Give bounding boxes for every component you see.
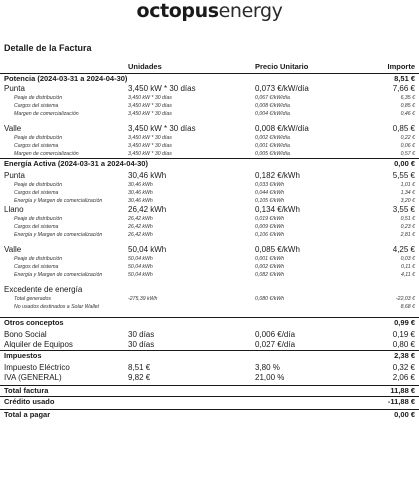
- row-amount: 5,55 €: [392, 171, 415, 180]
- row-unit-price: 0,027 €/día: [255, 340, 296, 349]
- row-units: 3,450 kW * 30 días: [128, 95, 172, 101]
- row-units: 3,450 kW * 30 días: [128, 135, 172, 141]
- row-label: Total factura: [4, 386, 49, 395]
- row-unit-price: 0,001 €/kWh: [255, 256, 285, 262]
- row-label: Peaje de distribución: [14, 182, 63, 188]
- row-units: -275,39 kWh: [128, 296, 158, 302]
- row-label: Peaje de distribución: [14, 95, 63, 101]
- section-header-row: [0, 73, 419, 84]
- sub-item-row: [0, 150, 419, 158]
- line-item-row: [0, 330, 419, 340]
- row-unit-price: 0,004 €/kW/día: [255, 111, 290, 117]
- row-unit-price: 0,073 €/kW/día: [255, 84, 309, 93]
- row-amount: 0,46 €: [400, 111, 415, 117]
- row-unit-price: 0,006 €/día: [255, 330, 296, 339]
- row-amount: 0,00 €: [394, 159, 415, 168]
- line-item-row: [0, 363, 419, 373]
- row-unit-price: 0,033 €/kWh: [255, 182, 285, 188]
- row-amount: 4,11 €: [400, 272, 415, 278]
- row-label: Potencia (2024-03-31 a 2024-04-30): [4, 74, 128, 83]
- row-units: 3,450 kW * 30 días: [128, 103, 172, 109]
- sub-item-row: [0, 94, 419, 102]
- sub-item-row: [0, 181, 419, 189]
- row-label: Crédito usado: [4, 397, 55, 406]
- sub-item-row: [0, 271, 419, 279]
- line-item-row: [0, 285, 419, 295]
- row-label: Valle: [4, 124, 22, 133]
- row-unit-price: 0,002 €/kWh: [255, 264, 285, 270]
- line-item-row: [0, 245, 419, 255]
- row-label: Llano: [4, 205, 24, 214]
- row-amount: 2,38 €: [394, 351, 415, 360]
- row-label: Bono Social: [4, 330, 47, 339]
- row-amount: 0,80 €: [392, 340, 415, 349]
- section-header-row: [0, 317, 419, 328]
- row-units: 26,42 kWh: [128, 205, 167, 214]
- row-units: 30,46 kWh: [128, 171, 167, 180]
- row-amount: 3,20 €: [400, 198, 415, 204]
- row-amount: 2,81 €: [400, 232, 415, 238]
- row-amount: 1,01 €: [400, 182, 415, 188]
- row-label: Cargos del sistema: [14, 264, 59, 270]
- row-amount: 3,55 €: [392, 205, 415, 214]
- row-unit-price: 0,005 €/kW/día: [255, 151, 290, 157]
- row-units: 3,450 kW * 30 días: [128, 124, 196, 133]
- row-units: 50,04 kWh: [128, 256, 153, 262]
- sub-item-row: [0, 102, 419, 110]
- sub-item-row: [0, 134, 419, 142]
- logo-word-light: energy: [218, 0, 283, 22]
- row-amount: 8,68 €: [400, 304, 415, 310]
- sub-item-row: [0, 223, 419, 231]
- row-unit-price: 0,182 €/kWh: [255, 171, 300, 180]
- row-units: 26,42 kWh: [128, 224, 153, 230]
- row-unit-price: 0,008 €/kW/día: [255, 124, 309, 133]
- sub-item-row: [0, 231, 419, 239]
- column-header-price: Precio Unitario: [255, 62, 309, 71]
- row-label: Impuesto Eléctrico: [4, 363, 70, 372]
- row-label: Margen de comercialización: [14, 111, 79, 117]
- row-unit-price: 0,105 €/kWh: [255, 198, 285, 204]
- row-amount: 0,99 €: [394, 318, 415, 327]
- row-units: 26,42 kWh: [128, 232, 153, 238]
- sub-item-row: [0, 197, 419, 205]
- row-units: 3,450 kW * 30 días: [128, 151, 172, 157]
- row-units: 8,51 €: [128, 363, 151, 372]
- row-label: IVA (GENERAL): [4, 373, 62, 382]
- row-units: 30,46 kWh: [128, 198, 153, 204]
- row-units: 30,46 kWh: [128, 182, 153, 188]
- row-amount: 11,88 €: [390, 386, 415, 395]
- row-amount: 0,06 €: [400, 143, 415, 149]
- row-unit-price: 0,019 €/kWh: [255, 216, 285, 222]
- row-units: 3,450 kW * 30 días: [128, 143, 172, 149]
- line-item-row: [0, 124, 419, 134]
- section-header-row: [0, 396, 419, 407]
- row-label: Energía y Margen de comercialización: [14, 232, 103, 238]
- sub-item-row: [0, 255, 419, 263]
- row-amount: 0,19 €: [392, 330, 415, 339]
- row-units: 9,82 €: [128, 373, 151, 382]
- row-unit-price: 0,085 €/kWh: [255, 245, 300, 254]
- row-amount: 0,57 €: [400, 151, 415, 157]
- column-header-amount: Importe: [387, 62, 415, 71]
- row-label: Energía Activa (2024-03-31 a 2024-04-30): [4, 159, 148, 168]
- sub-item-row: [0, 142, 419, 150]
- row-label: Cargos del sistema: [14, 103, 59, 109]
- section-header-row: [0, 385, 419, 396]
- row-units: 50,04 kWh: [128, 264, 153, 270]
- row-label: Alquiler de Equipos: [4, 340, 73, 349]
- row-label: Peaje de distribución: [14, 135, 63, 141]
- row-unit-price: 0,067 €/kW/día: [255, 95, 290, 101]
- row-label: Margen de comercialización: [14, 151, 79, 157]
- row-units: 26,42 kWh: [128, 216, 153, 222]
- brand-logo: [0, 0, 419, 22]
- row-label: Cargos del sistema: [14, 224, 59, 230]
- sub-item-row: [0, 189, 419, 197]
- sub-item-row: [0, 263, 419, 271]
- row-amount: 0,85 €: [392, 124, 415, 133]
- row-amount: 0,11 €: [400, 264, 415, 270]
- row-units: 3,450 kW * 30 días: [128, 84, 196, 93]
- sub-item-row: [0, 110, 419, 118]
- row-amount: 0,00 €: [394, 410, 415, 419]
- line-item-row: [0, 373, 419, 383]
- line-item-row: [0, 205, 419, 215]
- row-label: Cargos del sistema: [14, 190, 59, 196]
- row-label: Excedente de energía: [4, 285, 83, 294]
- section-header-row: [0, 158, 419, 169]
- column-header-units: Unidades: [128, 62, 162, 71]
- row-unit-price: 21,00 %: [255, 373, 285, 382]
- row-label: Peaje de distribución: [14, 256, 63, 262]
- row-label: Otros conceptos: [4, 318, 64, 327]
- row-units: 50,04 kWh: [128, 272, 153, 278]
- row-amount: -11,88 €: [387, 397, 415, 406]
- row-units: 30,46 kWh: [128, 190, 153, 196]
- row-unit-price: 0,009 €/kWh: [255, 224, 285, 230]
- section-header-row: [0, 350, 419, 361]
- row-amount: 0,23 €: [400, 224, 415, 230]
- row-unit-price: 0,106 €/kWh: [255, 232, 285, 238]
- row-label: Total generados: [14, 296, 52, 302]
- row-label: Peaje de distribución: [14, 216, 63, 222]
- row-unit-price: 3,80 %: [255, 363, 280, 372]
- row-amount: 7,66 €: [392, 84, 415, 93]
- row-amount: 0,03 €: [400, 256, 415, 262]
- row-amount: 4,25 €: [392, 245, 415, 254]
- row-label: Energía y Margen de comercialización: [14, 198, 103, 204]
- row-amount: 8,51 €: [394, 74, 415, 83]
- row-unit-price: 0,080 €/kWh: [255, 296, 285, 302]
- row-label: Energía y Margen de comercialización: [14, 272, 103, 278]
- row-amount: 2,06 €: [392, 373, 415, 382]
- row-amount: 0,22 €: [400, 135, 415, 141]
- logo-word-bold: octopus: [136, 0, 219, 22]
- line-item-row: [0, 84, 419, 94]
- row-label: Punta: [4, 84, 25, 93]
- row-label: Impuestos: [4, 351, 42, 360]
- row-label: Cargos del sistema: [14, 143, 59, 149]
- row-units: 3,450 kW * 30 días: [128, 111, 172, 117]
- row-unit-price: 0,001 €/kW/día: [255, 143, 290, 149]
- row-units: 30 días: [128, 330, 155, 339]
- invoice-table: [0, 73, 419, 420]
- row-label: No usados destinados a Solar Wallet: [14, 304, 99, 310]
- row-amount: 0,85 €: [400, 103, 415, 109]
- row-amount: 0,32 €: [392, 363, 415, 372]
- row-unit-price: 0,044 €/kWh: [255, 190, 285, 196]
- row-amount: 0,51 €: [400, 216, 415, 222]
- row-label: Punta: [4, 171, 25, 180]
- sub-item-row: [0, 295, 419, 303]
- page-title: Detalle de la Factura: [4, 43, 92, 53]
- row-unit-price: 0,002 €/kW/día: [255, 135, 290, 141]
- row-units: 50,04 kWh: [128, 245, 167, 254]
- row-label: Valle: [4, 245, 22, 254]
- sub-item-row: [0, 303, 419, 311]
- section-header-row: [0, 409, 419, 420]
- row-amount: -22,03 €: [395, 296, 415, 302]
- row-unit-price: 0,082 €/kWh: [255, 272, 285, 278]
- row-units: 30 días: [128, 340, 155, 349]
- row-amount: 1,34 €: [400, 190, 415, 196]
- sub-item-row: [0, 215, 419, 223]
- line-item-row: [0, 340, 419, 350]
- row-unit-price: 0,134 €/kWh: [255, 205, 300, 214]
- row-label: Total a pagar: [4, 410, 51, 419]
- row-unit-price: 0,008 €/kW/día: [255, 103, 290, 109]
- line-item-row: [0, 171, 419, 181]
- row-amount: 6,35 €: [400, 95, 415, 101]
